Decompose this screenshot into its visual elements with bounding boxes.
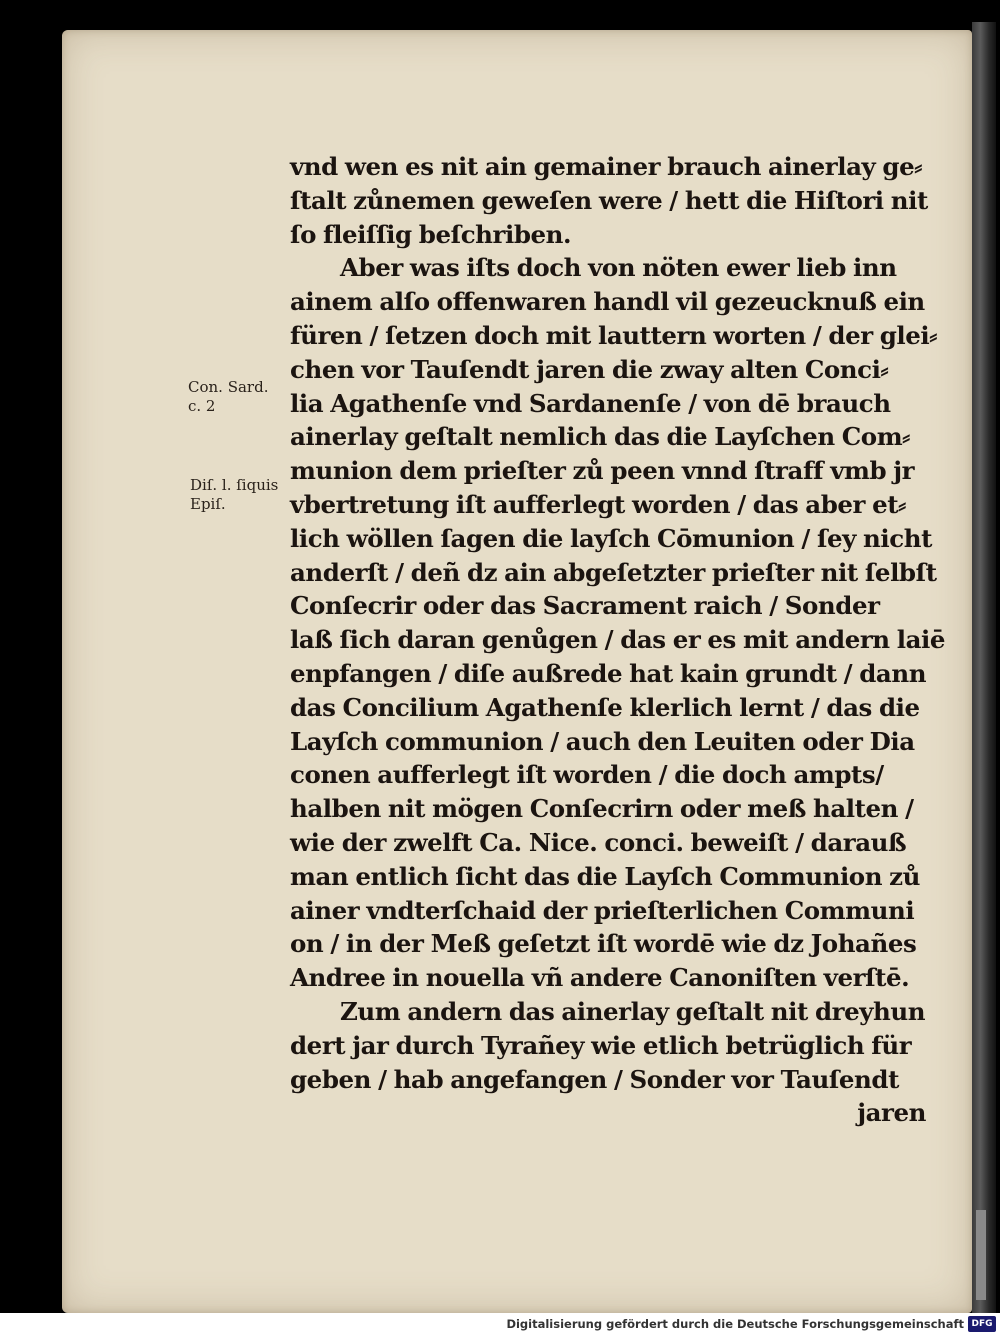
- text-line: Layſch communion / auch den Leuiten oder Dia: [290, 726, 915, 756]
- text-line: vnd wen es nit ain gemainer brauch ainerlay ge⸗: [290, 152, 922, 181]
- text-line: man entlich ſicht das die Layſch Communion zů: [290, 861, 920, 891]
- margin-note-line: Con. Sard.: [188, 378, 269, 396]
- book-edge: [972, 22, 996, 1322]
- dfg-logo-icon: DFG: [968, 1316, 996, 1332]
- text-line: Aber was iſts doch von nöten ewer lieb inn: [340, 253, 897, 283]
- margin-note-dist: [190, 476, 278, 514]
- text-line: dert jar durch Tyrañey wie etlich betrüglich für: [290, 1030, 912, 1060]
- book-edge-tab: [976, 1210, 986, 1300]
- text-line: vbertretung iſt aufferlegt worden / das aber et⸗: [290, 489, 906, 519]
- faint-ink-mark: [204, 778, 228, 812]
- margin-note-line: c. 2: [188, 397, 216, 415]
- dfg-credit-text: Digitalisierung gefördert durch die Deutsche Forschungsgemeinschaft: [506, 1317, 964, 1331]
- footer-bar: [0, 1313, 1000, 1337]
- text-line: wie der zwelft Ca. Nice. conci. beweiſt / darauß: [290, 827, 907, 857]
- text-line: conen aufferlegt iſt worden / die doch ampts/: [290, 760, 884, 790]
- margin-note-line: Diſ. l. ſiquis: [190, 476, 279, 494]
- text-line: chen vor Tauſendt jaren die zway alten Conci⸗: [290, 354, 889, 384]
- text-line: ainer vndterſchaid der prieſterlichen Communi: [290, 895, 915, 925]
- margin-note-con-sard: [188, 378, 268, 416]
- text-line: geben / hab angefangen / Sonder vor Tauſendt: [290, 1064, 899, 1094]
- text-line: lia Agathenſe vnd Sardanenſe / von dē brauch: [290, 388, 891, 418]
- margin-note-line: Epiſ.: [190, 495, 226, 513]
- text-line: füren / ſetzen doch mit lauttern worten / der glei⸗: [290, 320, 937, 350]
- text-line: anderſt / deñ dz ain abgeſetzter prieſter nit ſelbſt: [290, 557, 937, 587]
- text-line: munion dem prieſter zů peen vnnd ſtraff vmb jr: [290, 456, 915, 486]
- text-line: laß ſich daran genůgen / das er es mit andern laiē: [290, 625, 946, 655]
- text-line: Zum andern das ainerlay geſtalt nit dreyhun: [340, 996, 926, 1026]
- text-line: Conſecrir oder das Sacrament raich / Sonder: [290, 591, 880, 621]
- text-line: ſo fleiſſig beſchriben.: [290, 219, 572, 249]
- body-text: [290, 150, 946, 1130]
- text-line: Andree in nouella vñ andere Canoniſten verſtē.: [290, 963, 910, 993]
- text-line: das Concilium Agathenſe klerlich lernt / das die: [290, 692, 920, 722]
- text-line: ainerlay geſtalt nemlich das die Layſchen Com⸗: [290, 422, 910, 452]
- text-line: lich wöllen ſagen die layſch Cōmunion / ſey nicht: [290, 523, 932, 553]
- text-line: ſtalt zůnemen geweſen were / hett die Hiſtori nit: [290, 185, 928, 215]
- text-line: halben nit mögen Conſecrirn oder meß halten /: [290, 794, 914, 824]
- text-line: ainem alſo offenwaren handl vil gezeucknuß ein: [290, 287, 925, 317]
- catchword: jaren: [857, 1098, 926, 1128]
- text-line: enpfangen / diſe außrede hat kain grundt / dann: [290, 658, 927, 688]
- text-line: on / in der Meß geſetzt iſt wordē wie dz Johañes: [290, 929, 917, 959]
